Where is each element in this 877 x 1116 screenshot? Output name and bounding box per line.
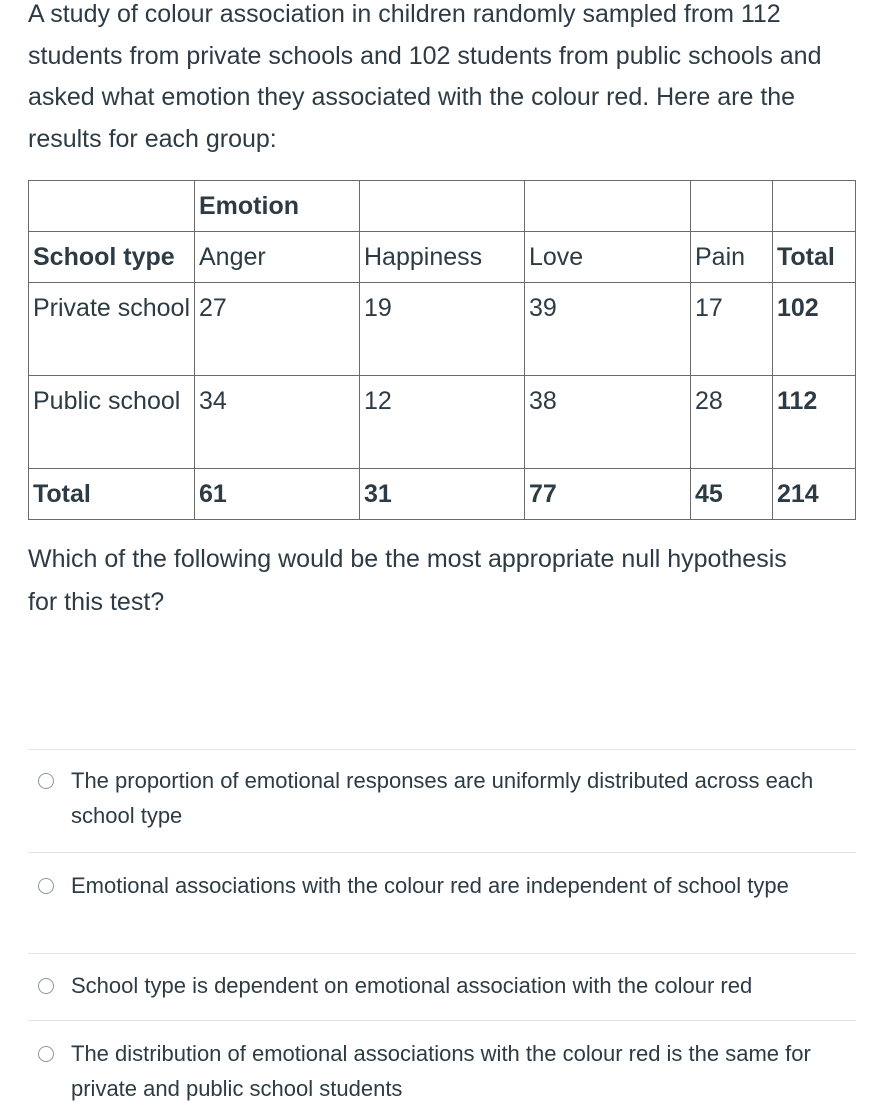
table-cell: 38 bbox=[525, 376, 691, 469]
grand-total-cell: 214 bbox=[773, 469, 856, 520]
answer-label[interactable]: The distribution of emotional associations with the colour red is the same for private and public school students bbox=[71, 1041, 811, 1101]
radio-button[interactable] bbox=[38, 773, 54, 789]
radio-button[interactable] bbox=[38, 1046, 54, 1062]
row-total-cell: 102 bbox=[773, 283, 856, 376]
table-cell-empty bbox=[29, 181, 195, 232]
answer-label[interactable]: School type is dependent on emotional association with the colour red bbox=[71, 973, 753, 998]
column-header: Happiness bbox=[360, 232, 525, 283]
table-header-row bbox=[29, 181, 856, 232]
table-cell: 28 bbox=[691, 376, 773, 469]
column-total-cell: 31 bbox=[360, 469, 525, 520]
table-cell-empty bbox=[360, 181, 525, 232]
answer-option-2[interactable] bbox=[28, 852, 856, 953]
table-cell-empty bbox=[773, 181, 856, 232]
row-label: Total bbox=[29, 469, 195, 520]
table-row bbox=[29, 283, 856, 376]
table-cell: 39 bbox=[525, 283, 691, 376]
emotion-group-header: Emotion bbox=[195, 181, 360, 232]
row-label: Private school bbox=[29, 283, 195, 376]
answer-label[interactable]: The proportion of emotional responses are uniformly distributed across each school type bbox=[71, 768, 814, 828]
table-cell: 27 bbox=[195, 283, 360, 376]
column-header: Pain bbox=[691, 232, 773, 283]
row-total-cell: 112 bbox=[773, 376, 856, 469]
table-cell-empty bbox=[691, 181, 773, 232]
row-label: Public school bbox=[29, 376, 195, 469]
table-cell: 12 bbox=[360, 376, 525, 469]
answer-list bbox=[28, 749, 856, 1116]
table-row bbox=[29, 376, 856, 469]
column-header: Total bbox=[773, 232, 856, 283]
answer-option-3[interactable] bbox=[28, 953, 856, 1020]
table-cell-empty bbox=[525, 181, 691, 232]
column-header: School type bbox=[29, 232, 195, 283]
table-cell: 17 bbox=[691, 283, 773, 376]
answer-option-1[interactable] bbox=[28, 749, 856, 852]
table-cell: 34 bbox=[195, 376, 360, 469]
column-header: Anger bbox=[195, 232, 360, 283]
column-total-cell: 61 bbox=[195, 469, 360, 520]
column-header: Love bbox=[525, 232, 691, 283]
question-prompt: Which of the following would be the most appropriate null hypothesis for this test? bbox=[28, 545, 787, 616]
table-totals-row bbox=[29, 469, 856, 520]
table-column-header-row bbox=[29, 232, 856, 283]
results-table bbox=[28, 180, 856, 520]
answer-option-4[interactable] bbox=[28, 1020, 856, 1116]
answer-label[interactable]: Emotional associations with the colour red are independent of school type bbox=[71, 873, 789, 898]
question-intro: A study of colour association in children randomly sampled from 112 students from private schools and 102 students from public schools and asked what emotion they associated with the colour red. Here are the results for each group: bbox=[28, 0, 822, 153]
column-total-cell: 77 bbox=[525, 469, 691, 520]
radio-button[interactable] bbox=[38, 878, 54, 894]
column-total-cell: 45 bbox=[691, 469, 773, 520]
table-cell: 19 bbox=[360, 283, 525, 376]
radio-button[interactable] bbox=[38, 978, 54, 994]
